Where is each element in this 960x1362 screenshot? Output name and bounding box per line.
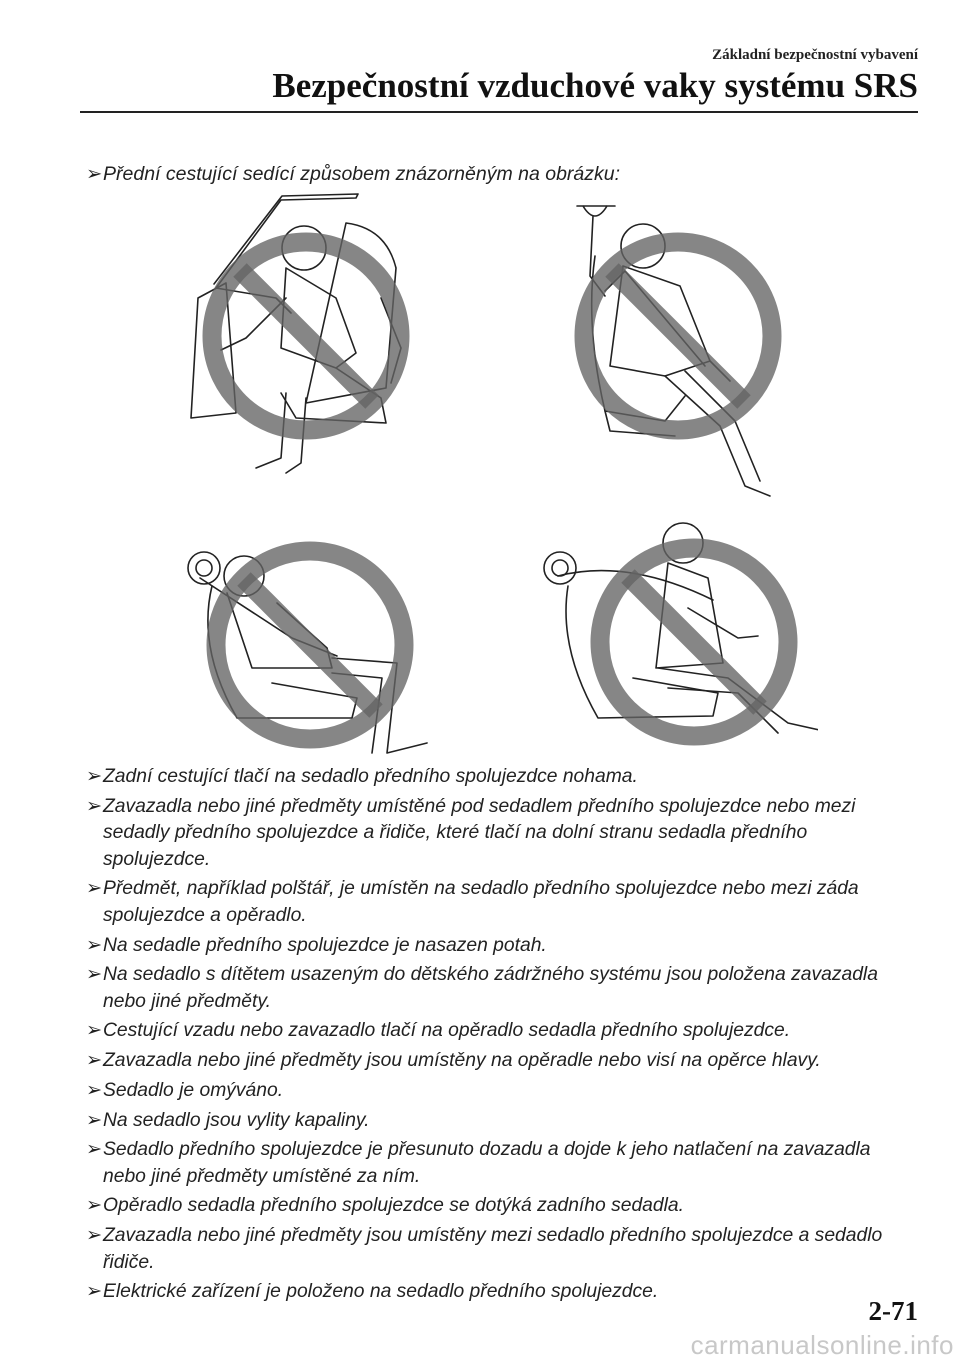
- bullet-arrow-icon: ➢: [86, 1139, 103, 1161]
- bullet-arrow-icon: ➢: [86, 1050, 103, 1072]
- section-heading: Základní bezpečnostní vybavení: [712, 47, 918, 63]
- page-title: Bezpečnostní vzduchové vaky systému SRS: [272, 66, 918, 105]
- prohibited-occupant-reclined-seat-icon: [182, 538, 432, 758]
- list-item: ➢ Zadní cestující tlačí na sedadlo předního spolujezdce nohama.: [86, 764, 916, 791]
- bullet-arrow-icon: ➢: [86, 1079, 103, 1101]
- prohibited-occupant-leaning-against-door-icon: [186, 188, 426, 488]
- bullet-arrow-icon: ➢: [86, 766, 103, 787]
- bullet-arrow-icon: ➢: [86, 964, 103, 986]
- bullet-arrow-icon: ➢: [86, 163, 103, 185]
- prohibited-occupant-holding-grab-handle-icon: [565, 196, 795, 506]
- list-item: ➢ Na sedadlo s dítětem usazeným do dětského zádržného systému jsou položena zavazadla nebo jiné předměty.: [86, 964, 878, 1012]
- list-item: ➢ Na sedadle předního spolujezdce je nasazen potah.: [86, 933, 916, 960]
- bullet-arrow-icon: ➢: [86, 1225, 103, 1247]
- prohibited-occupant-leaning-forward-icon: [538, 518, 818, 758]
- list-item: ➢ Na sedadlo jsou vylity kapaliny.: [86, 1108, 916, 1135]
- intro-text: Přední cestující sedící způsobem znázorněným na obrázku:: [103, 163, 621, 185]
- list-item: ➢ Sedadlo je omýváno.: [86, 1078, 916, 1105]
- list-item: ➢ Zavazadla nebo jiné předměty jsou umístěny mezi sedadlo předního spolujezdce a sedadlo řidiče.: [86, 1225, 883, 1273]
- list-item: ➢ Zavazadla nebo jiné předměty jsou umístěny na opěradle nebo visí na opěrce hlavy.: [86, 1048, 916, 1075]
- list-item: ➢ Cestující vzadu nebo zavazadlo tlačí na opěradlo sedadla předního spolujezdce.: [86, 1018, 916, 1045]
- list-item: ➢ Zavazadla nebo jiné předměty umístěné pod sedadlem předního spolujezdce nebo mezi sedadly předního spolujezdce a řidiče, které tlačí na dolní stranu sedadla předního spolujezdce.: [86, 795, 856, 870]
- header-divider: [80, 111, 918, 113]
- bullet-arrow-icon: ➢: [86, 878, 103, 900]
- intro-line: [86, 162, 620, 186]
- list-item: ➢ Elektrické zařízení je položeno na sedadlo předního spolujezdce.: [86, 1279, 916, 1306]
- bullet-arrow-icon: ➢: [86, 795, 103, 817]
- bullet-arrow-icon: ➢: [86, 1109, 103, 1131]
- bullet-arrow-icon: ➢: [86, 1020, 103, 1042]
- list-item: ➢ Opěradlo sedadla předního spolujezdce se dotýká zadního sedadla.: [86, 1193, 916, 1220]
- bullet-arrow-icon: ➢: [86, 1195, 103, 1217]
- condition-list: [86, 764, 916, 1309]
- list-item: ➢ Předmět, například polštář, je umístěn na sedadlo předního spolujezdce nebo mezi záda spolujezdce a opěradlo.: [86, 878, 859, 926]
- bullet-arrow-icon: ➢: [86, 1281, 103, 1303]
- bullet-arrow-icon: ➢: [86, 934, 103, 956]
- page-number: 2-71: [868, 1296, 918, 1326]
- list-item: ➢ Sedadlo předního spolujezdce je přesunuto dozadu a dojde k jeho natlačení na zavazadla nebo jiné předměty umístěné za ním.: [86, 1139, 871, 1187]
- watermark: carmanualsonline.info: [690, 1330, 954, 1360]
